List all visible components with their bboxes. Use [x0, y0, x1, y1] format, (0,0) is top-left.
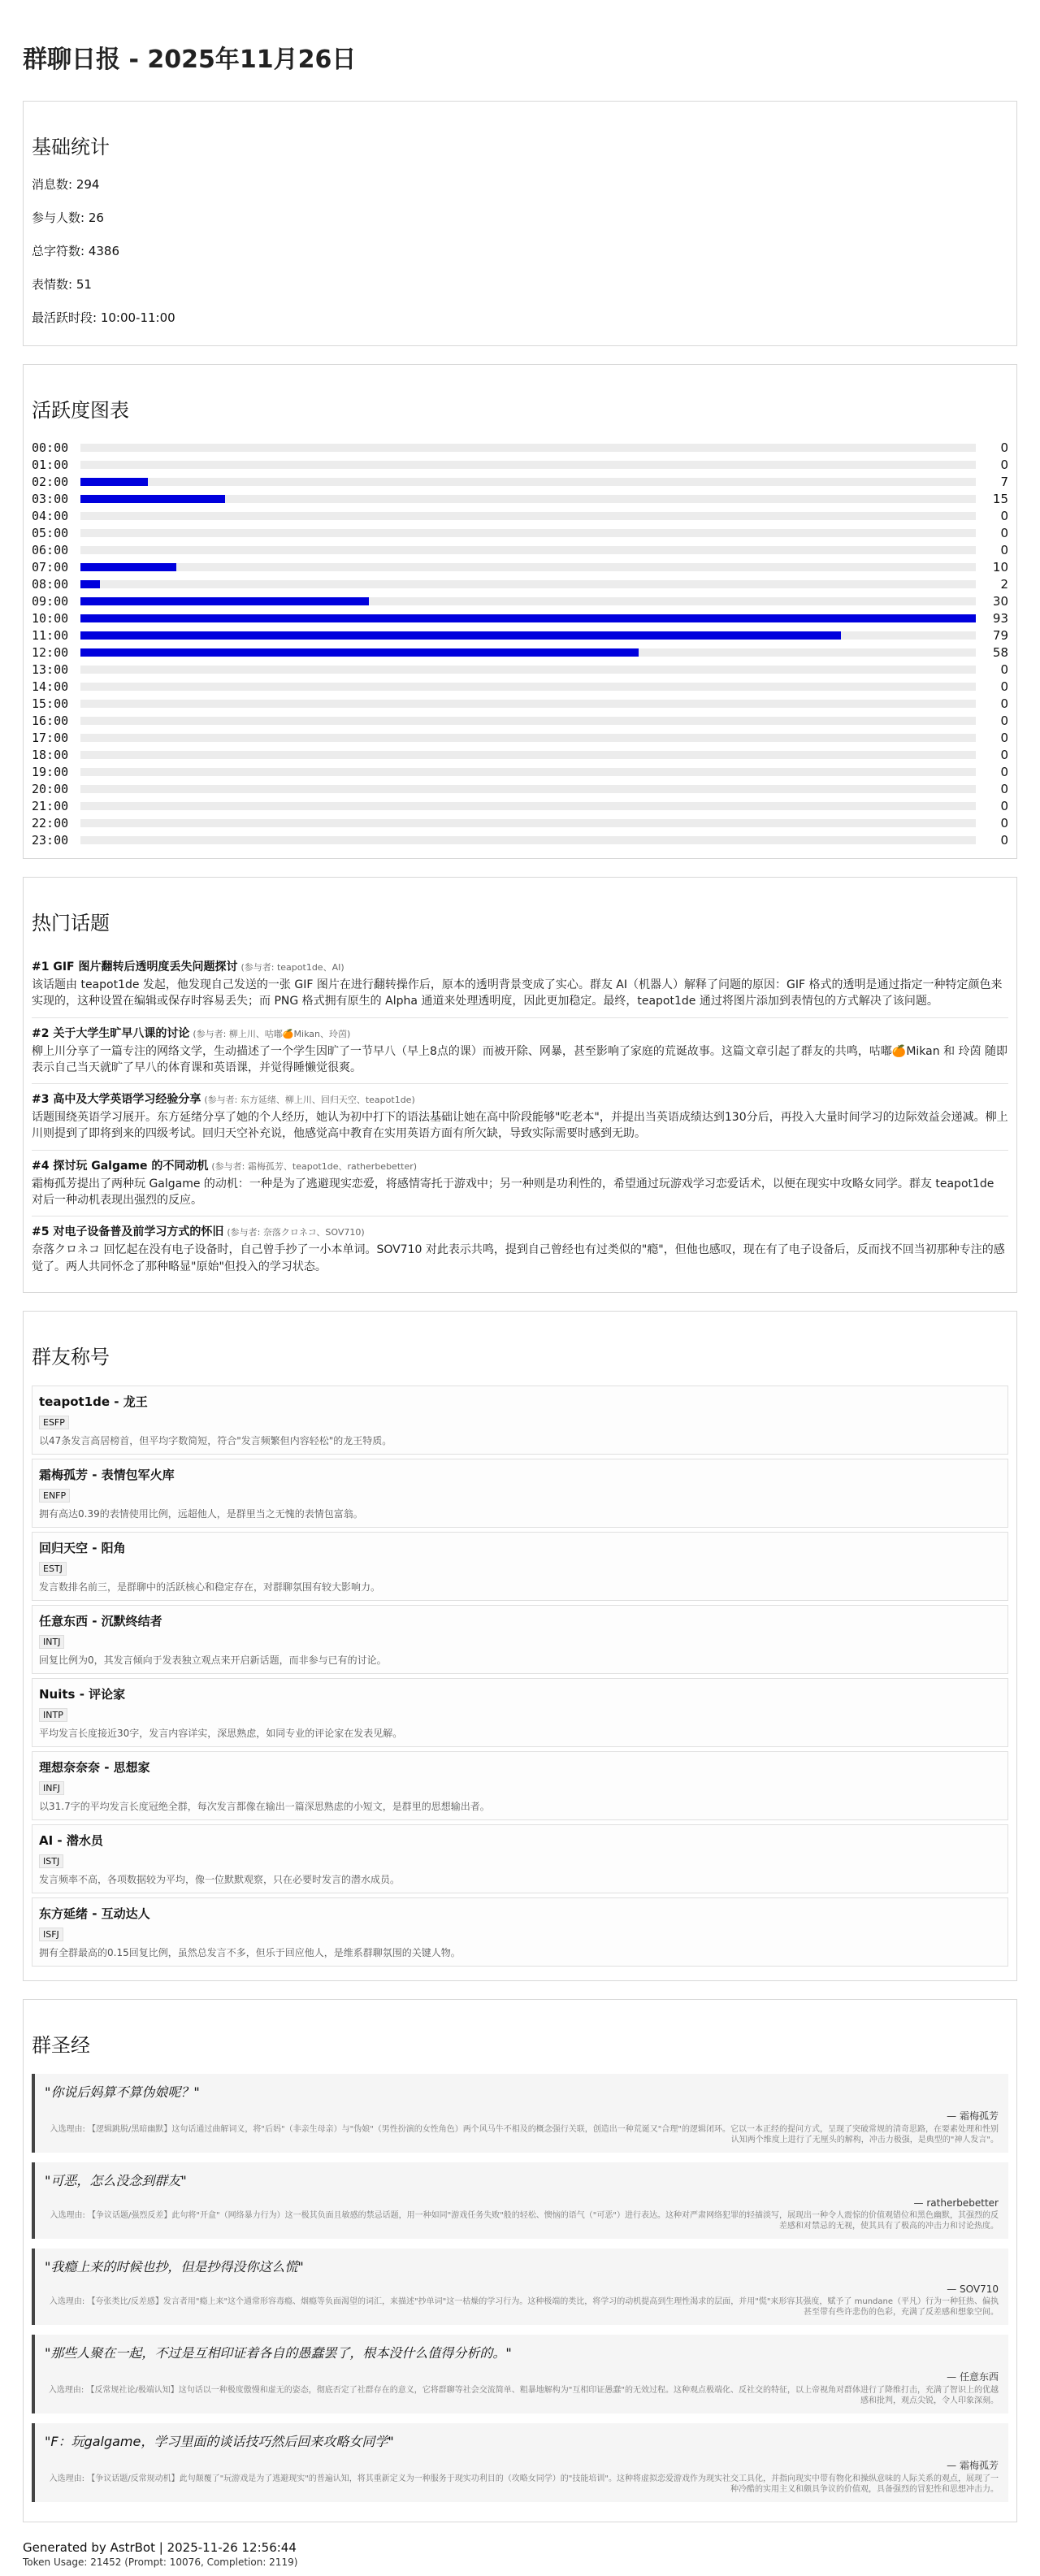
- chart-value-label: 0: [1000, 747, 1008, 762]
- topics-section: [23, 877, 1017, 1293]
- topic-item: [32, 952, 1008, 1018]
- chart-value-label: 10: [992, 559, 1008, 575]
- chart-bar: [80, 648, 639, 657]
- chart-bar-row: [32, 524, 1008, 541]
- chart-bar-track: [80, 768, 976, 776]
- chart-bar-row: [32, 695, 1008, 712]
- chart-value-label: 0: [1000, 440, 1008, 455]
- quote-sender: — SOV710: [947, 2283, 999, 2295]
- chart-bar-row: [32, 473, 1008, 490]
- page-title: 群聊日报 - 2025年11月26日: [23, 46, 357, 74]
- chart-bar-row: [32, 627, 1008, 644]
- topic-title: #2 关于大学生旷早八课的讨论: [32, 1026, 190, 1040]
- activity-chart: [32, 439, 1008, 848]
- topic-title: #4 探讨玩 Galgame 的不同动机: [32, 1159, 209, 1173]
- quote-reason: 入选理由: 【反常规社论/极端认知】这句话以一种极度傲慢和虚无的姿态，彻底否定了社群存在的意义，它将群聊等社会交流简单、粗暴地解构为"互相印证愚蠢"的无效过程。这种观点极端化、反社交的特征，以上帝视角对群体进行了降维打击，充满了智识上的优越感和批判，观点尖锐，令人印象深刻。: [48, 2385, 999, 2406]
- topic-summary: 话题围绕英语学习展开。东方延绪分享了她的个人经历，她认为初中打下的语法基础让她在高中阶段能够"吃老本"，并提出当英语成绩达到130分后，再投入大量时间学习的边际效益会递减。柳上川则提到了即将到来的四级考试。回归天空补充说，他感觉高中教育在实用英语方面有所欠缺，导致实际需要时感到无助。: [32, 1111, 1008, 1141]
- chart-bar-track: [80, 648, 976, 657]
- chart-bar: [80, 478, 148, 486]
- chart-bar-track: [80, 563, 976, 571]
- chart-hour-label: 08:00: [32, 576, 69, 592]
- chart-bar-row: [32, 678, 1008, 695]
- chart-bar-track: [80, 683, 976, 691]
- chart-value-label: 0: [1000, 815, 1008, 830]
- topic-item: [32, 1084, 1008, 1151]
- quote-sender: — 霜梅孤芳: [947, 2110, 999, 2122]
- chart-value-label: 0: [1000, 542, 1008, 557]
- quote-reason: 入选理由: 【夸张类比/反差感】发言者用"瘾上来"这个通常形容毒瘾、烟瘾等负面渴望的词汇，来描述"抄单词"这一枯燥的学习行为。这种极端的类比，将学习的动机提高到生理性渴求的层面，并用"慌"来形容其强度，赋予了 mundane（平凡）行为一种狂热、偏执甚至带有些许悲伤的色彩，充满了反差感和想象空间。: [49, 2296, 999, 2318]
- chart-bar-track: [80, 597, 976, 605]
- topics-heading: 热门话题: [32, 912, 110, 935]
- stat-participants: 参与人数: 26: [32, 210, 104, 225]
- chart-value-label: 0: [1000, 661, 1008, 677]
- chart-hour-label: 04:00: [32, 508, 69, 523]
- topic-summary: 该话题由 teapot1de 发起，他发现自己发送的一张 GIF 图片在进行翻转操作后，原本的透明背景变成了实心。群友 AI（机器人）解释了问题的原因：GIF 格式的透明是通过指定一种特定颜色来实现的，这种设置在编辑或保存时容易丢失；而 PNG 格式拥有原生的 Alpha 通道来处理透明度，因此更加稳定。最终，teapot1de 通过将图片添加到表情包的方式解决了该问题。: [32, 978, 1003, 1008]
- chart-bar-track: [80, 836, 976, 844]
- quote-card: [32, 2335, 1008, 2413]
- quote-card: [32, 2249, 1008, 2325]
- chart-bar-row: [32, 439, 1008, 456]
- titles-list: [32, 1386, 1008, 1967]
- title-card: [32, 1459, 1008, 1528]
- chart-value-label: 0: [1000, 730, 1008, 745]
- chart-bar-row: [32, 558, 1008, 575]
- title-reason: 发言频率不高，各项数据较为平均，像一位默默观察，只在必要时发言的潜水成员。: [39, 1873, 401, 1885]
- title-card: [32, 1824, 1008, 1893]
- quotes-list: [32, 2074, 1008, 2502]
- title-card: [32, 1386, 1008, 1455]
- chart-hour-label: 22:00: [32, 815, 69, 830]
- mbti-badge: INTJ: [39, 1635, 64, 1649]
- chart-bar-row: [32, 797, 1008, 814]
- quote-text: "那些人聚在一起，不过是互相印证着各自的愚蠢罢了，根本没什么值得分析的。": [45, 2344, 512, 2361]
- chart-bar-row: [32, 541, 1008, 558]
- chart-value-label: 15: [992, 491, 1008, 506]
- title-name: 理想奈奈奈 - 思想家: [39, 1759, 150, 1775]
- title-reason: 回复比例为0，其发言倾向于发表独立观点来开启新话题，而非参与已有的讨论。: [39, 1654, 387, 1666]
- stat-messages: 消息数: 294: [32, 177, 100, 192]
- chart-bar: [80, 614, 976, 622]
- title-reason: 以47条发言高居榜首，但平均字数简短，符合"发言频繁但内容轻松"的龙王特质。: [39, 1434, 392, 1446]
- topic-header: [32, 958, 1008, 974]
- chart-bar-row: [32, 456, 1008, 473]
- chart-value-label: 0: [1000, 508, 1008, 523]
- chart-hour-label: 12:00: [32, 644, 69, 660]
- title-reason: 拥有全群最高的0.15回复比例，虽然总发言不多，但乐于回应他人，是维系群聊氛围的关键人物。: [39, 1946, 461, 1958]
- chart-bar-row: [32, 490, 1008, 507]
- chart-bar-row: [32, 575, 1008, 592]
- quotes-section: [23, 1999, 1017, 2522]
- chart-hour-label: 15:00: [32, 696, 69, 711]
- chart-hour-label: 17:00: [32, 730, 69, 745]
- chart-bar-track: [80, 580, 976, 588]
- chart-hour-label: 06:00: [32, 542, 69, 557]
- chart-hour-label: 20:00: [32, 781, 69, 796]
- topic-title: #5 对电子设备普及前学习方式的怀旧: [32, 1225, 224, 1239]
- stats-section: [23, 101, 1017, 346]
- mbti-badge: ESFP: [39, 1416, 69, 1429]
- quote-card: [32, 2423, 1008, 2502]
- chart-bar-track: [80, 495, 976, 503]
- title-name: 东方延绪 - 互动达人: [39, 1906, 150, 1921]
- topics-list: [32, 952, 1008, 1282]
- titles-heading: 群友称号: [32, 1345, 110, 1368]
- stat-most-active: 最活跃时段: 10:00-11:00: [32, 310, 176, 325]
- chart-bar: [80, 580, 100, 588]
- chart-hour-label: 07:00: [32, 559, 69, 575]
- chart-bar-row: [32, 661, 1008, 678]
- mbti-badge: INTP: [39, 1708, 67, 1722]
- chart-bar-track: [80, 529, 976, 537]
- title-card: [32, 1532, 1008, 1601]
- topic-title: #1 GIF 图片翻转后透明度丢失问题探讨: [32, 961, 238, 974]
- chart-bar-track: [80, 700, 976, 708]
- topic-participants: (参与者: 东方延绪、柳上川、回归天空、teapot1de): [204, 1095, 415, 1106]
- title-name: 霜梅孤芳 - 表情包军火库: [39, 1467, 175, 1482]
- title-name: 任意东西 - 沉默终结者: [39, 1613, 162, 1628]
- footer-generated: Generated by AstrBot | 2025-11-26 12:56:44: [23, 2539, 297, 2555]
- chart-bar: [80, 495, 225, 503]
- quote-text: "可恶，怎么没念到群友": [45, 2172, 187, 2188]
- title-name: 回归天空 - 阳角: [39, 1540, 126, 1555]
- mbti-badge: ESTJ: [39, 1562, 67, 1576]
- chart-bar-row: [32, 831, 1008, 848]
- chart-value-label: 0: [1000, 798, 1008, 813]
- quote-sender: — ratherbebetter: [913, 2197, 999, 2209]
- chart-hour-label: 10:00: [32, 610, 69, 626]
- chart-bar-track: [80, 614, 976, 622]
- chart-hour-label: 00:00: [32, 440, 69, 455]
- topic-summary: 奈落クロネコ 回忆起在没有电子设备时，自己曾手抄了一小本单词。SOV710 对此表示共鸣，提到自己曾经也有过类似的"瘾"，但他也感叹，现在有了电子设备后，反而找不回当初那种专注的感觉了。两人共同怀念了那种略显"原始"但投入的学习状态。: [32, 1243, 1005, 1273]
- titles-section: [23, 1311, 1017, 1981]
- chart-bar-track: [80, 802, 976, 810]
- title-reason: 拥有高达0.39的表情使用比例，远超他人，是群里当之无愧的表情包富翁。: [39, 1507, 363, 1520]
- chart-value-label: 30: [992, 593, 1008, 609]
- chart-value-label: 0: [1000, 781, 1008, 796]
- topic-header: [32, 1025, 1008, 1041]
- chart-value-label: 0: [1000, 525, 1008, 540]
- title-reason: 发言数排名前三，是群聊中的活跃核心和稳定存在，对群聊氛围有较大影响力。: [39, 1581, 381, 1593]
- chart-value-label: 2: [1000, 576, 1008, 592]
- chart-bar-row: [32, 592, 1008, 609]
- title-name: Nuits - 评论家: [39, 1686, 126, 1702]
- title-card: [32, 1897, 1008, 1967]
- topic-participants: (参与者: teapot1de、AI): [240, 962, 344, 973]
- chart-bar-row: [32, 746, 1008, 763]
- chart-bar-track: [80, 631, 976, 640]
- stat-characters: 总字符数: 4386: [32, 244, 119, 258]
- chart-hour-label: 05:00: [32, 525, 69, 540]
- title-reason: 以31.7字的平均发言长度冠绝全群，每次发言都像在输出一篇深思熟虑的小短文，是群里的思想输出者。: [39, 1800, 490, 1812]
- topic-summary: 柳上川分享了一篇专注的网络文学，生动描述了一个学生因旷了一节早八（早上8点的课）而被开除、网暴，甚至影响了家庭的荒诞故事。这篇文章引起了群友的共鸣，咕嘟🍊Mikan 和 玲茵 随即表示自己当天就旷了早八的体育课和英语课，并觉得睡懒觉很爽。: [32, 1044, 1008, 1074]
- chart-bar: [80, 563, 176, 571]
- topic-header: [32, 1223, 1008, 1239]
- topic-participants: (参与者: 奈落クロネコ、SOV710): [227, 1227, 365, 1238]
- chart-hour-label: 23:00: [32, 832, 69, 848]
- quote-card: [32, 2074, 1008, 2153]
- chart-bar-track: [80, 819, 976, 827]
- chart-bar-track: [80, 512, 976, 520]
- stats-heading: 基础统计: [32, 136, 110, 158]
- chart-bar-track: [80, 785, 976, 793]
- chart-bar-track: [80, 751, 976, 759]
- chart-hour-label: 19:00: [32, 764, 69, 779]
- footer-token-usage: Token Usage: 21452 (Prompt: 10076, Completion: 2119): [23, 2556, 298, 2568]
- quote-sender: — 霜梅孤芳: [947, 2459, 999, 2471]
- chart-bar-track: [80, 666, 976, 674]
- chart-hour-label: 01:00: [32, 457, 69, 472]
- topic-participants: (参与者: 霜梅孤芳、teapot1de、ratherbebetter): [211, 1160, 418, 1172]
- chart-bar-track: [80, 478, 976, 486]
- quote-text: "你说后妈算不算伪娘呢？": [45, 2084, 200, 2100]
- stat-emojis: 表情数: 51: [32, 277, 92, 292]
- chart-bar-row: [32, 712, 1008, 729]
- chart-value-label: 0: [1000, 457, 1008, 472]
- activity-heading: 活跃度图表: [32, 399, 129, 422]
- mbti-badge: INFJ: [39, 1781, 64, 1795]
- chart-hour-label: 11:00: [32, 627, 69, 643]
- quote-text: "F：玩galgame，学习里面的谈话技巧然后回来攻略女同学": [45, 2433, 394, 2449]
- chart-bar-row: [32, 780, 1008, 797]
- topic-item: [32, 1216, 1008, 1282]
- chart-hour-label: 13:00: [32, 661, 69, 677]
- chart-bar-track: [80, 734, 976, 742]
- mbti-badge: ENFP: [39, 1489, 70, 1503]
- quote-text: "我瘾上来的时候也抄，但是抄得没你这么慌": [45, 2258, 304, 2275]
- quotes-heading: 群圣经: [32, 2033, 90, 2057]
- chart-bar-track: [80, 461, 976, 469]
- topic-participants: (参与者: 柳上川、咕嘟🍊Mikan、玲茵): [193, 1028, 351, 1039]
- chart-bar-row: [32, 814, 1008, 831]
- chart-hour-label: 09:00: [32, 593, 69, 609]
- title-card: [32, 1678, 1008, 1747]
- quote-card: [32, 2162, 1008, 2239]
- chart-bar-row: [32, 763, 1008, 780]
- quote-reason: 入选理由: 【争议话题/反常规动机】此句颠覆了"玩游戏是为了逃避现实"的普遍认知，将其重新定义为一种服务于现实功利目的（攻略女同学）的"技能培训"。这种将虚拟恋爱游戏作为现实社交工具化，并指向现实中带有物化和操纵意味的人际关系的观点，展现了一种冷酷的实用主义和颇具争议的价值观，具备强烈的冒犯性和思想冲击力。: [49, 2474, 999, 2495]
- chart-hour-label: 14:00: [32, 679, 69, 694]
- chart-value-label: 58: [992, 644, 1008, 660]
- chart-bar: [80, 631, 841, 640]
- mbti-badge: ISFJ: [39, 1928, 63, 1941]
- title-name: teapot1de - 龙王: [39, 1394, 148, 1409]
- chart-bar-row: [32, 644, 1008, 661]
- activity-section: [23, 364, 1017, 859]
- chart-hour-label: 21:00: [32, 798, 69, 813]
- topic-header: [32, 1157, 1008, 1173]
- topic-item: [32, 1151, 1008, 1217]
- mbti-badge: ISTJ: [39, 1854, 63, 1868]
- chart-bar-row: [32, 507, 1008, 524]
- chart-value-label: 7: [1000, 474, 1008, 489]
- chart-value-label: 0: [1000, 679, 1008, 694]
- title-reason: 平均发言长度接近30字，发言内容详实，深思熟虑，如同专业的评论家在发表见解。: [39, 1727, 403, 1739]
- chart-hour-label: 03:00: [32, 491, 69, 506]
- chart-bar-track: [80, 444, 976, 452]
- chart-hour-label: 16:00: [32, 713, 69, 728]
- chart-value-label: 79: [992, 627, 1008, 643]
- title-name: AI - 潜水员: [39, 1832, 103, 1848]
- quote-sender: — 任意东西: [947, 2370, 999, 2383]
- chart-value-label: 0: [1000, 764, 1008, 779]
- chart-hour-label: 18:00: [32, 747, 69, 762]
- title-card: [32, 1605, 1008, 1674]
- title-card: [32, 1751, 1008, 1820]
- chart-value-label: 0: [1000, 832, 1008, 848]
- chart-bar-track: [80, 717, 976, 725]
- quote-reason: 入选理由: 【逻辑跳脱/黑暗幽默】这句话通过曲解词义，将"后妈"（非亲生母亲）与"伪娘"（男性扮演的女性角色）两个风马牛不相及的概念强行关联，创造出一种荒诞又"合理"的逻辑闭环。它以一本正经的提问方式，呈现了突破常规的清奇思路，在要素处理和性别认知两个维度上进行了无厘头的解构，冲击力极强，是典型的"神人发言"。: [50, 2124, 999, 2145]
- quote-reason: 入选理由: 【争议话题/强烈反差】此句将"开盒"（网络暴力行为）这一极其负面且敏感的禁忌话题，用一种如同"游戏任务失败"般的轻松、懊恼的语气（"可恶"）进行表达。这种对严肃网络犯罪的轻描淡写，展现出一种令人震惊的价值观错位和黑色幽默，其强烈的反差感和对禁忌的无视，使其具有了极高的冲击力和讨论热度。: [50, 2210, 999, 2231]
- topic-summary: 霜梅孤芳提出了两种玩 Galgame 的动机：一种是为了逃避现实恋爱，将感情寄托于游戏中；另一种则是功利性的，希望通过玩游戏学习恋爱话术，以便在现实中攻略女同学。群友 teapot1de 对后一种动机表现出强烈的反应。: [32, 1177, 994, 1208]
- topic-item: [32, 1018, 1008, 1085]
- topic-title: #3 高中及大学英语学习经验分享: [32, 1093, 202, 1107]
- chart-bar-row: [32, 609, 1008, 627]
- chart-value-label: 0: [1000, 713, 1008, 728]
- chart-hour-label: 02:00: [32, 474, 69, 489]
- chart-bar: [80, 597, 369, 605]
- chart-bar-row: [32, 729, 1008, 746]
- chart-bar-track: [80, 546, 976, 554]
- topic-header: [32, 1091, 1008, 1107]
- chart-value-label: 93: [992, 610, 1008, 626]
- chart-value-label: 0: [1000, 696, 1008, 711]
